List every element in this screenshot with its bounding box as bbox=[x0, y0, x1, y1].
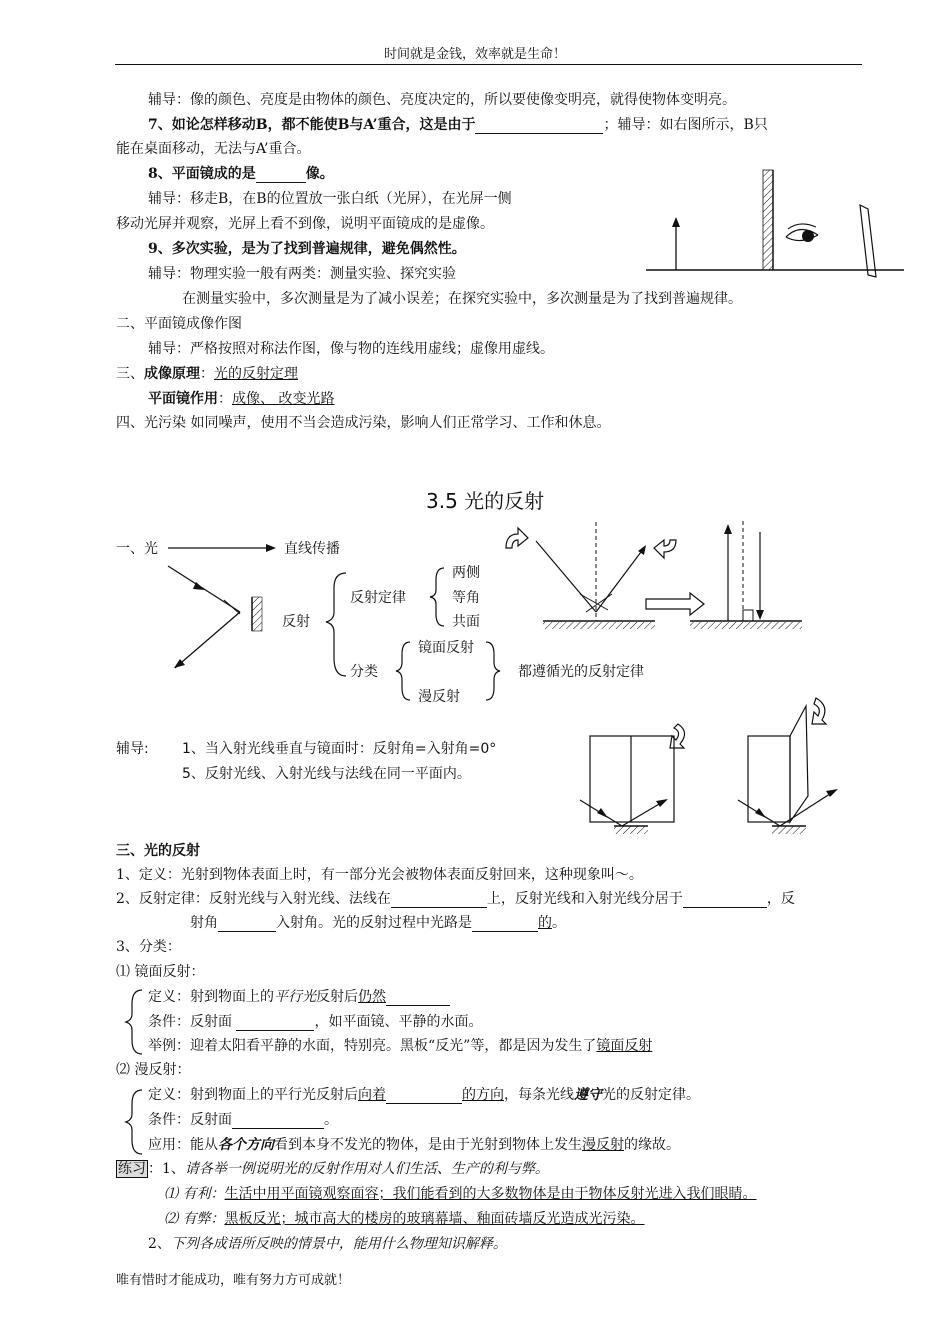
answer: 光的反射定理 bbox=[214, 366, 298, 382]
diff-def-c: 的方向 bbox=[462, 1087, 504, 1103]
item-8-tutor: 辅导：移走B，在B的位置放一张白纸（光屏），在光屏一侧 bbox=[148, 191, 512, 207]
diffuse-def bbox=[148, 1086, 700, 1104]
mindmap-two-sides: 两侧 bbox=[452, 565, 480, 581]
item-7-cont: 能在桌面移动，无法与A’重合。 bbox=[116, 141, 311, 157]
blank bbox=[386, 991, 450, 1006]
law-text-b: 上，反射光线和入射光线分居于 bbox=[486, 891, 683, 907]
label: 成像原理 bbox=[144, 366, 200, 382]
blank bbox=[232, 1114, 324, 1129]
colon: ： bbox=[218, 391, 232, 407]
law2-b: 入射角。光的反射过程中光路是 bbox=[276, 915, 472, 931]
mindmap-equal-angle: 等角 bbox=[452, 590, 480, 606]
diff-def-b: 向着 bbox=[358, 1087, 386, 1103]
diff-app-b: 各个方向 bbox=[218, 1137, 274, 1153]
section-4: 四、光污染 如同噪声，使用不当会造成污染，影响人们正常学习、工作和休息。 bbox=[116, 415, 611, 431]
spec-ex-b: 镜面反射 bbox=[596, 1038, 653, 1054]
mindmap-straight: 直线传播 bbox=[284, 541, 340, 557]
pro-text: 生活中用平面镜观察面容；我们能看到的大多数物体是由于物体反射光进入我们眼睛。 bbox=[224, 1186, 757, 1202]
blank bbox=[218, 917, 276, 932]
spec-def-c: 反射后 bbox=[316, 989, 358, 1005]
mindmap-diffuse: 漫反射 bbox=[418, 689, 460, 705]
section-2: 二、平面镜成像作图 bbox=[116, 316, 242, 332]
diff-def-f: 光的反射定律。 bbox=[602, 1087, 700, 1103]
q2-text: 下列各成语所反映的情景中，能用什么物理知识解释。 bbox=[170, 1236, 507, 1252]
diff-def-e: 遵守 bbox=[574, 1087, 602, 1103]
mindmap-light: 一、光 bbox=[116, 541, 158, 557]
diff-def-a: 定义：射到物面上的平行光反射后 bbox=[148, 1087, 358, 1103]
mindmap-law: 反射定律 bbox=[350, 590, 406, 606]
item-9: 9、多次实验，是为了找到普遍规律，避免偶然性。 bbox=[148, 241, 466, 257]
part3-law bbox=[116, 890, 795, 908]
item-9-tutor: 辅导：物理实验一般有两类：测量实验、探究实验 bbox=[148, 266, 456, 282]
con-label: ⑵ 有弊： bbox=[164, 1211, 225, 1227]
page-footer: 唯有惜时才能成功，唯有努力方可成就！ bbox=[116, 1273, 351, 1288]
specular-cond bbox=[148, 1013, 482, 1031]
section-title: 3.5 光的反射 bbox=[426, 489, 545, 513]
mindmap-reflect: 反射 bbox=[282, 614, 310, 630]
item-7-text: 7、如论怎样移动B，都不能使B与A’重合，这是由于 bbox=[148, 117, 476, 133]
exercise-con bbox=[164, 1210, 644, 1228]
pro-label: ⑴ 有利： bbox=[164, 1186, 225, 1202]
diff-app-e: 的缘故。 bbox=[624, 1137, 680, 1153]
mindmap-specular: 镜面反射 bbox=[418, 640, 474, 656]
law-text-a: 2、反射定律：反射光线与入射光线、法线在 bbox=[116, 891, 391, 907]
part3-def: 1、定义：光射到物体表面上时，有一部分光会被物体表面反射回来，这种现象叫～。 bbox=[116, 867, 643, 883]
part3-law-cont bbox=[190, 914, 566, 932]
diffuse-app bbox=[148, 1136, 680, 1154]
con-text: 黑板反光；城市高大的楼房的玻璃幕墙、釉面砖墙反光造成光污染。 bbox=[224, 1211, 645, 1227]
law2-c: 的 bbox=[538, 915, 552, 931]
exercise-label: 练习 bbox=[118, 1161, 146, 1177]
diff-def-d: ，每条光线 bbox=[504, 1087, 574, 1103]
tutor-label: 辅导: bbox=[116, 741, 149, 757]
specular-heading: ⑴ 镜面反射： bbox=[116, 964, 205, 980]
exercise-q1 bbox=[116, 1160, 549, 1178]
spec-def-a: 定义：射到物面上的 bbox=[148, 989, 274, 1005]
law2-a: 射角 bbox=[190, 915, 218, 931]
item-9-tutor-cont: 在测量实验中，多次测量是为了减小误差；在探究实验中，多次测量是为了找到普遍规律。 bbox=[182, 291, 742, 307]
diff-cond-a: 条件：反射面 bbox=[148, 1112, 232, 1128]
q1-text: 请各举一例说明光的反射作用对人们生活、生产的利与弊。 bbox=[184, 1161, 549, 1177]
spec-def-d: 仍然 bbox=[358, 989, 386, 1005]
diff-app-a: 应用：能从 bbox=[148, 1137, 218, 1153]
mindmap-classify: 分类 bbox=[350, 664, 378, 680]
num: 三、 bbox=[116, 366, 144, 382]
blank bbox=[236, 1016, 314, 1031]
tutor-item-5: 5、反射光线、入射光线与法线在同一平面内。 bbox=[182, 766, 471, 782]
answer: 成像、 改变光路 bbox=[232, 391, 335, 407]
specular-example bbox=[148, 1037, 652, 1055]
label: 平面镜作用 bbox=[148, 391, 218, 407]
part3-heading: 三、光的反射 bbox=[116, 843, 200, 859]
exercise-pro bbox=[164, 1185, 756, 1203]
exercise-q2 bbox=[148, 1235, 507, 1253]
tutor-item-1: 1、当入射光线垂直与镜面时：反射角=入射角=0° bbox=[182, 741, 497, 757]
diff-app-c: 看到本身不发光的物体，是由于光射到物体上发生 bbox=[274, 1137, 582, 1153]
mindmap-coplanar: 共面 bbox=[452, 614, 480, 630]
item-7-tutor: ；辅导：如右图所示，B只 bbox=[603, 117, 768, 133]
specular-def bbox=[148, 988, 450, 1006]
blank bbox=[683, 893, 767, 908]
blank bbox=[391, 893, 487, 908]
q1-num: ：1、 bbox=[148, 1161, 185, 1177]
item-8-text: 8、平面镜成的是 bbox=[148, 166, 256, 182]
tutor-line-color: 辅导：像的颜色、亮度是由物体的颜色、亮度决定的，所以要使像变明亮，就得使物体变明亮。 bbox=[148, 92, 736, 108]
law2-d: 。 bbox=[552, 915, 566, 931]
spec-def-b: 平行光 bbox=[274, 989, 316, 1005]
part3-classify: 3、分类： bbox=[116, 939, 181, 955]
law-text-c: ，反 bbox=[766, 891, 795, 907]
diffuse-cond bbox=[148, 1111, 338, 1129]
blank bbox=[472, 917, 538, 932]
item-8-tutor-cont: 移动光屏并观察，光屏上看不到像，说明平面镜成的是虚像。 bbox=[116, 216, 494, 232]
page-header: 时间就是金钱，效率就是生命！ bbox=[384, 47, 567, 62]
item-8-end: 像。 bbox=[305, 166, 334, 182]
diffuse-heading: ⑵ 漫反射： bbox=[116, 1062, 191, 1078]
diff-cond-b: 。 bbox=[324, 1112, 338, 1128]
colon: ： bbox=[200, 366, 214, 382]
blank bbox=[386, 1089, 462, 1104]
spec-cond-a: 条件：反射面 bbox=[148, 1014, 237, 1030]
spec-ex-a: 举例：迎着太阳看平静的水面，特别亮。黑板“反光”等，都是因为发生了 bbox=[148, 1038, 597, 1054]
diff-app-d: 漫反射 bbox=[582, 1137, 624, 1153]
spec-cond-b: ，如平面镜、平静的水面。 bbox=[314, 1014, 483, 1030]
q2-num: 2、 bbox=[148, 1236, 171, 1252]
mindmap-both-follow: 都遵循光的反射定律 bbox=[518, 664, 644, 680]
section-2-tutor: 辅导：严格按照对称法作图，像与物的连线用虚线；虚像用虚线。 bbox=[148, 341, 554, 357]
